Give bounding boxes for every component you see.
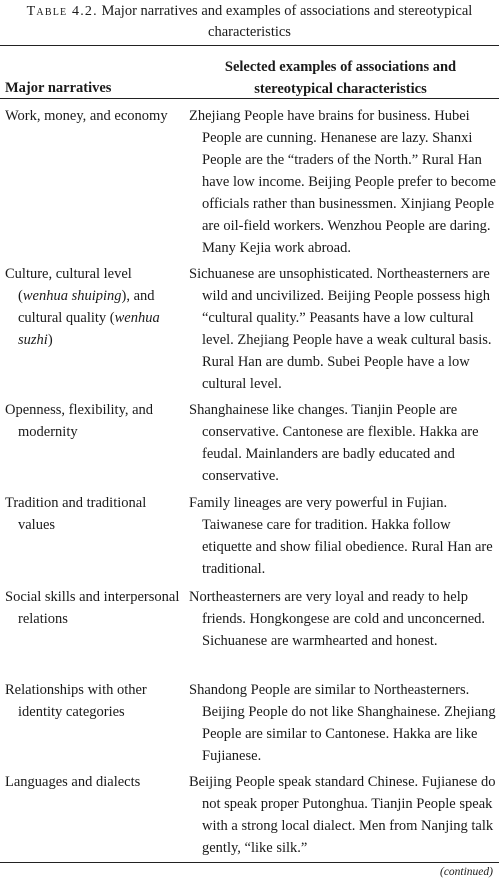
examples-cell: Zhejiang People have brains for business. Hubei People are cunning. Henanese are lazy. Shanxi People are the “traders of the North.” Rural Han have low income. Beijing People prefer to become officials rather than businessmen. Xinjiang People are oil-field workers. Wenzhou People are daring. Many Kejia work abroad. xyxy=(189,108,496,256)
narrative-cell: Languages and dialects xyxy=(5,774,141,790)
examples-cell: Shanghainese like changes. Tianjin People are conservative. Cantonese are flexible. Hakka are feudal. Mainlanders are badly educated and conservative. xyxy=(189,402,479,484)
header-rule xyxy=(0,98,499,99)
examples-cell: Family lineages are very powerful in Fujian. Taiwanese care for tradition. Hakka follow etiquette and show filial obedience. Rural Han are traditional. xyxy=(189,495,493,577)
table-title: Major narratives and examples of associations and stereotypical characteristics xyxy=(101,3,473,40)
bottom-rule xyxy=(0,862,499,863)
narrative-cell: Social skills and interpersonal relations xyxy=(5,589,180,627)
column-header-examples xyxy=(189,56,492,100)
column-header-narratives: Major narratives xyxy=(5,80,112,96)
column-header-examples-line1: Selected examples of associations and xyxy=(224,59,457,75)
narrative-cell: Relationships with other identity categories xyxy=(5,682,147,720)
top-rule xyxy=(0,45,499,46)
narrative-cell: Openness, flexibility, and modernity xyxy=(5,402,154,440)
narrative-cell: Work, money, and economy xyxy=(5,108,168,124)
table-caption xyxy=(0,1,499,42)
examples-cell: Shandong People are similar to Northeasterners. Beijing People do not like Shanghainese. Zhejiang People are similar to Cantonese. Hakka are like Fujianese. xyxy=(189,682,496,764)
examples-cell: Beijing People speak standard Chinese. Fujianese do not speak proper Putonghua. Tianjin People speak with a strong local dialect. Men from Nanjing talk gently, “like silk.” xyxy=(189,774,496,856)
examples-cell: Sichuanese are unsophisticated. Northeasterners are wild and uncivilized. Beijing People possess high “cultural quality.” Peasants have a low cultural level. Zhejiang People have a weak cultural basis. Rural Han are dumb. Subei People have a low cultural level. xyxy=(189,266,492,392)
examples-cell: Northeasterners are very loyal and ready to help friends. Hongkongese are cold and unconcerned. Sichuanese are warmhearted and honest. xyxy=(189,589,486,649)
narrative-cell: Culture, cultural level (wenhua shuiping), and cultural quality (wenhua suzhi) xyxy=(5,266,160,348)
continued-note: (continued) xyxy=(439,866,493,878)
column-header-examples-line2: stereotypical characteristics xyxy=(254,81,427,97)
table-number: Table 4.2. xyxy=(26,4,98,19)
narrative-cell: Tradition and traditional values xyxy=(5,495,147,533)
